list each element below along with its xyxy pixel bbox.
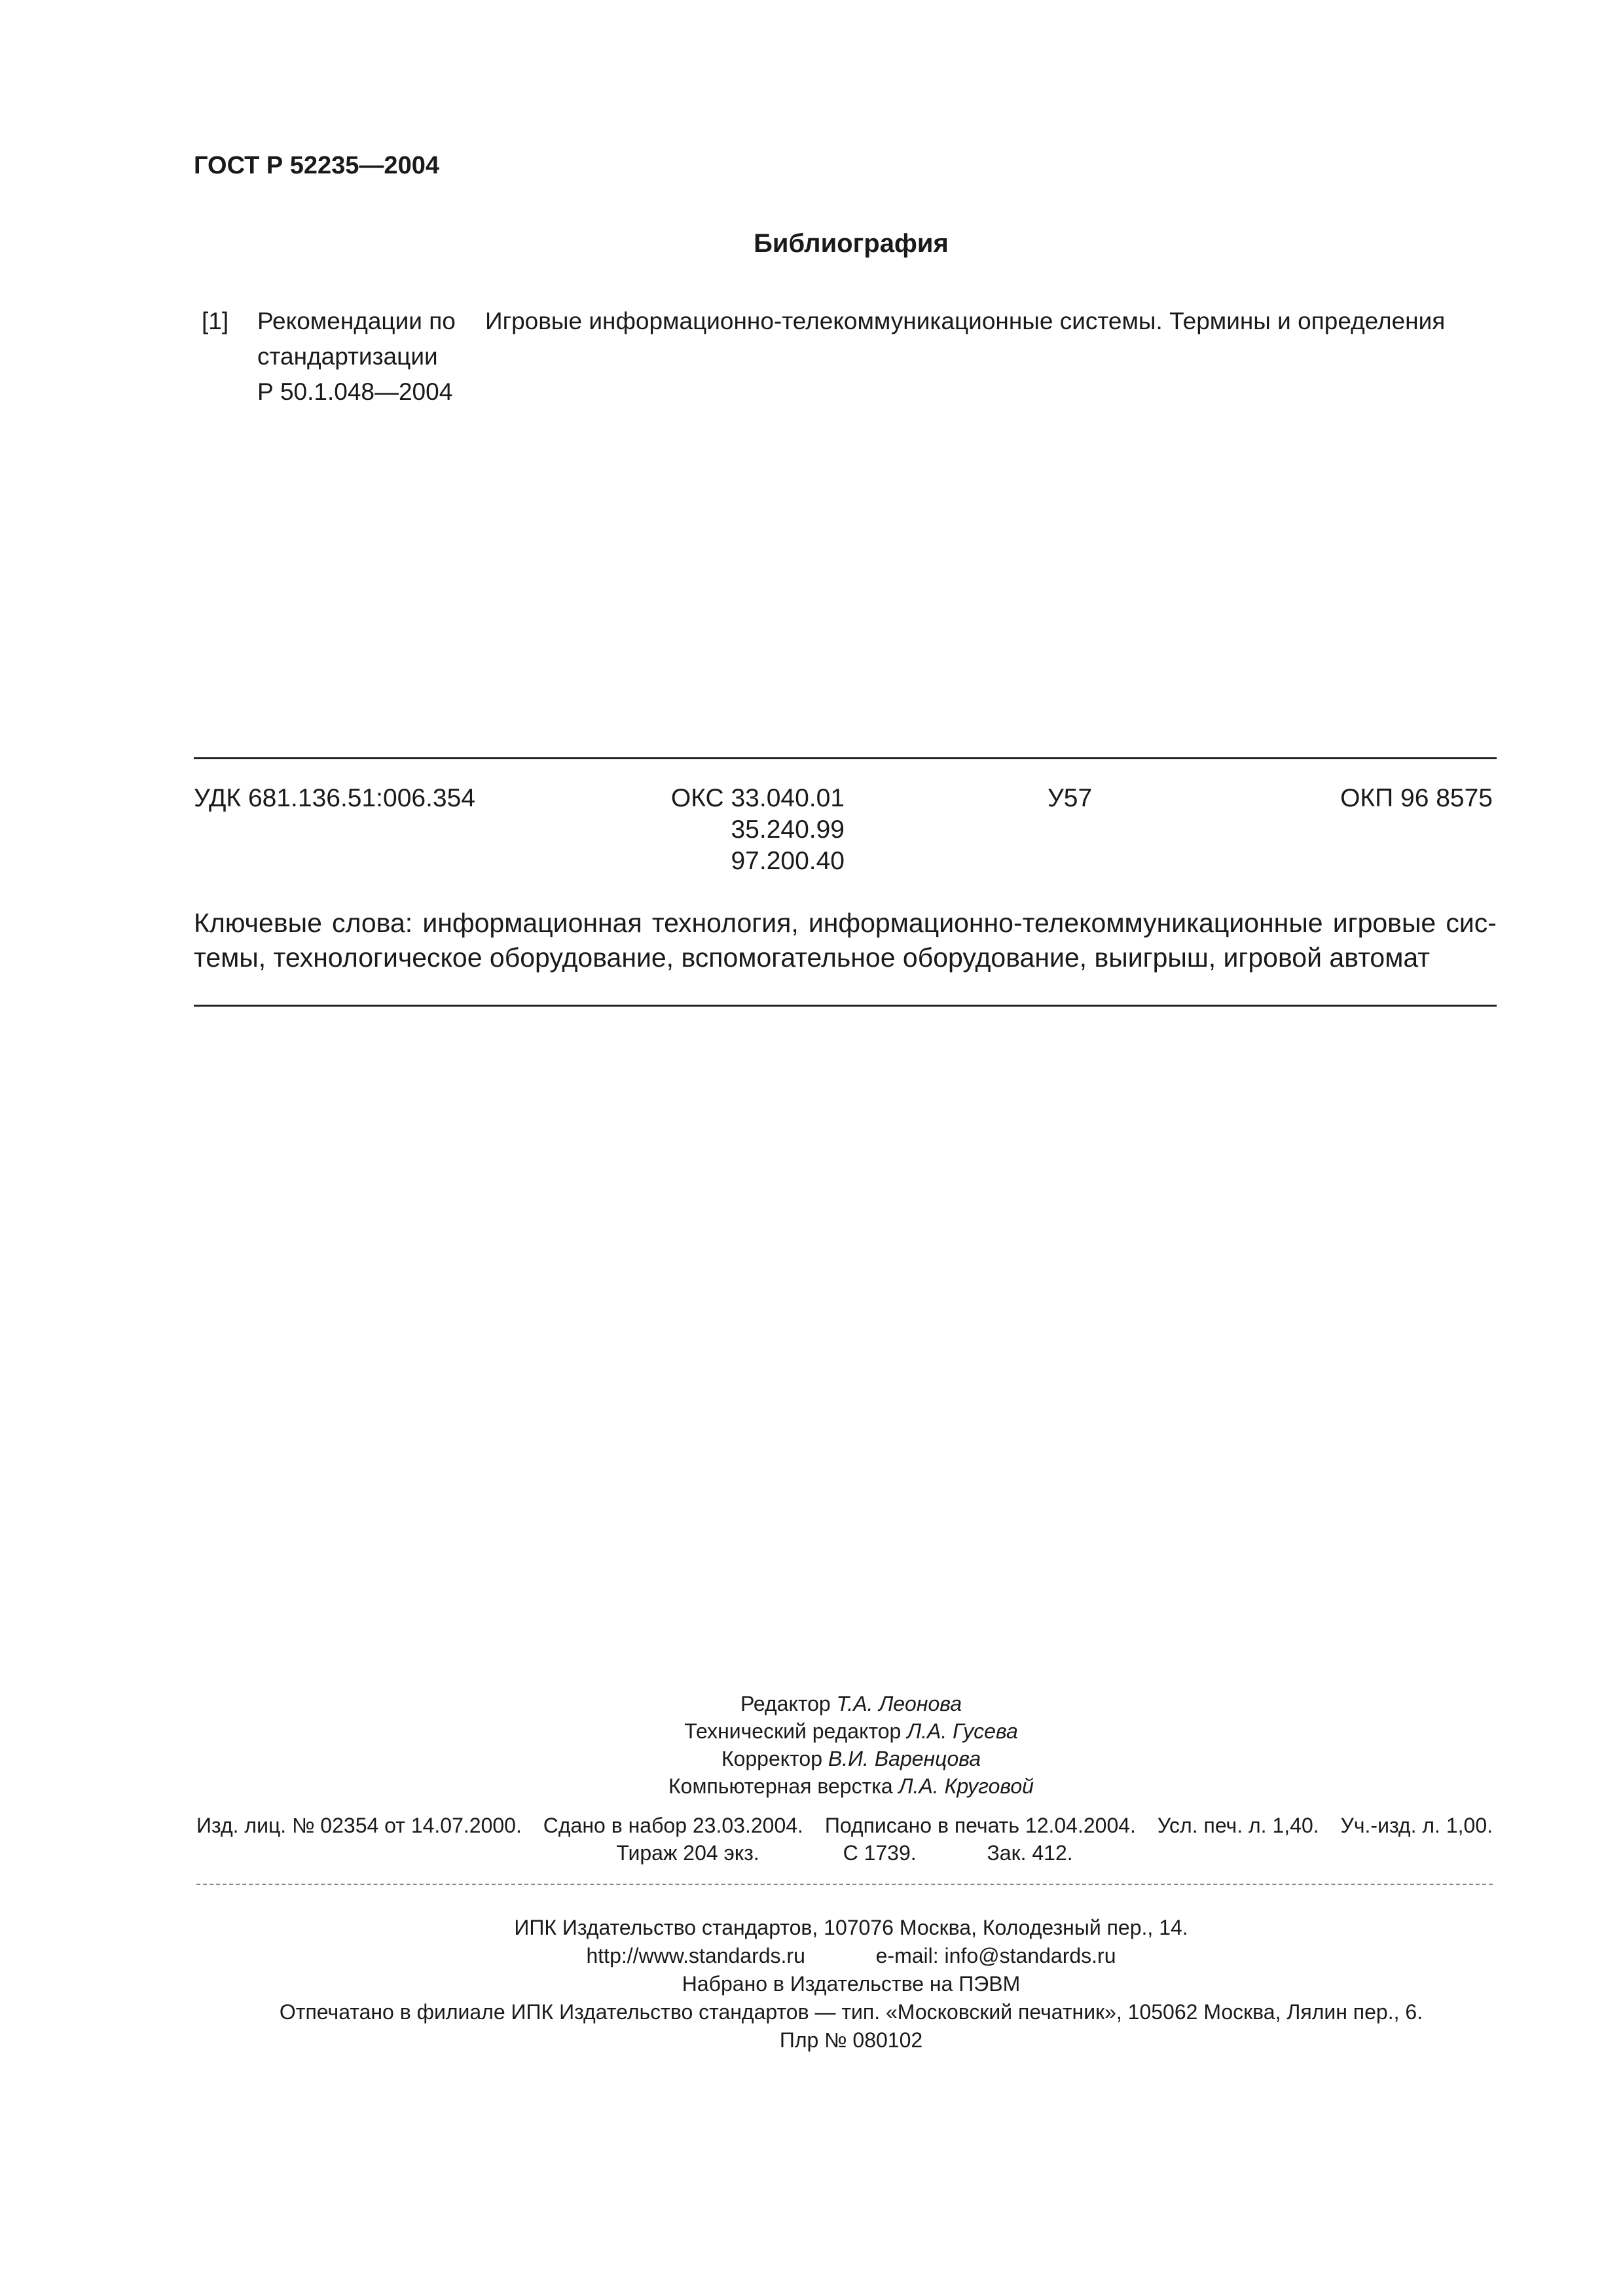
- bibliography-entry-number: [1]: [202, 308, 229, 334]
- imprint-line-2: [196, 1839, 1493, 1867]
- credit-line: [0, 1690, 1623, 1717]
- bibliography-entry-source: [257, 304, 480, 410]
- keyword-word: Ключевые: [194, 908, 322, 938]
- bibliography-source-line: Рекомендации по: [257, 308, 456, 334]
- imprint-c-number: С 1739.: [843, 1841, 917, 1865]
- keyword-word: игровые: [1332, 908, 1436, 938]
- imprint-publish-sheets: Уч.-изд. л. 1,00.: [1340, 1814, 1493, 1837]
- credit-person: Т.А. Леонова: [836, 1692, 962, 1715]
- credit-role: Технический редактор: [684, 1719, 902, 1743]
- publisher-email-link[interactable]: e-mail: info@standards.ru: [875, 1944, 1116, 1967]
- publisher-plr: Плр № 080102: [779, 2028, 923, 2052]
- imprint-line-1: [196, 1812, 1493, 1839]
- credit-role: Корректор: [721, 1747, 823, 1770]
- udk-code: УДК 681.136.51:006.354: [194, 784, 475, 812]
- bibliography-source-line: Р 50.1.048—2004: [257, 378, 453, 405]
- divider-dashed: [196, 1884, 1493, 1885]
- imprint-print-date: Подписано в печать 12.04.2004.: [824, 1814, 1136, 1837]
- oks-code: 35.240.99: [731, 816, 845, 844]
- publisher-printed-note: Отпечатано в филиале ИПК Издательство стандартов — тип. «Московский печатник», 105062 Москва, Лялин пер., 6.: [279, 2000, 1423, 2024]
- oks-code: ОКС 33.040.01: [670, 784, 845, 812]
- keyword-word: слова:: [332, 908, 413, 938]
- publisher-address: ИПК Издательство стандартов, 107076 Москва, Колодезный пер., 14.: [514, 1916, 1188, 1939]
- imprint-license: Изд. лиц. № 02354 от 14.07.2000.: [196, 1814, 522, 1837]
- imprint-order: Зак. 412.: [987, 1841, 1073, 1865]
- u-code: У57: [1048, 784, 1093, 812]
- okp-code: ОКП 96 8575: [1340, 784, 1493, 812]
- bibliography-source-line: стандартизации: [257, 343, 438, 370]
- divider-top: [194, 757, 1497, 759]
- bibliography-entry-title: Игровые информационно-телекоммуникационные системы. Термины и определения: [485, 308, 1446, 334]
- credit-person: В.И. Варенцова: [828, 1747, 981, 1770]
- imprint-tirazh: Тираж 204 экз.: [616, 1841, 759, 1865]
- credits-block: [0, 1690, 1623, 1800]
- credit-person: Л.А. Круговой: [898, 1774, 1034, 1798]
- keyword-word: информационно-телекоммуникационные: [808, 908, 1323, 938]
- credit-line: [0, 1772, 1623, 1800]
- keyword-word: технология,: [651, 908, 799, 938]
- credit-role: Компьютерная верстка: [668, 1774, 893, 1798]
- keywords-line-2: темы, технологическое оборудование, вспомогательное оборудование, выигрыш, игровой автомат: [194, 942, 1431, 973]
- credit-line: [0, 1745, 1623, 1772]
- bibliography-title: Библиография: [754, 229, 949, 258]
- imprint-typeset-date: Сдано в набор 23.03.2004.: [543, 1814, 803, 1837]
- oks-codes: [655, 783, 845, 877]
- keyword-word: информационная: [422, 908, 642, 938]
- publisher-website-link[interactable]: http://www.standards.ru: [586, 1944, 805, 1967]
- keywords-line-1: [194, 906, 1497, 941]
- divider-bottom: [194, 1005, 1497, 1007]
- publisher-block: [0, 1914, 1623, 2054]
- publisher-contacts: [0, 1942, 1623, 1970]
- document-code: ГОСТ Р 52235—2004: [194, 152, 439, 179]
- oks-code: 97.200.40: [731, 847, 845, 875]
- imprint-print-sheets: Усл. печ. л. 1,40.: [1157, 1814, 1319, 1837]
- keywords: [194, 906, 1497, 975]
- credit-line: [0, 1717, 1623, 1745]
- imprint-block: [196, 1812, 1493, 1867]
- publisher-typeset-note: Набрано в Издательстве на ПЭВМ: [682, 1972, 1021, 1996]
- credit-role: Редактор: [740, 1692, 831, 1715]
- keyword-word: сис-: [1446, 908, 1497, 938]
- credit-person: Л.А. Гусева: [907, 1719, 1018, 1743]
